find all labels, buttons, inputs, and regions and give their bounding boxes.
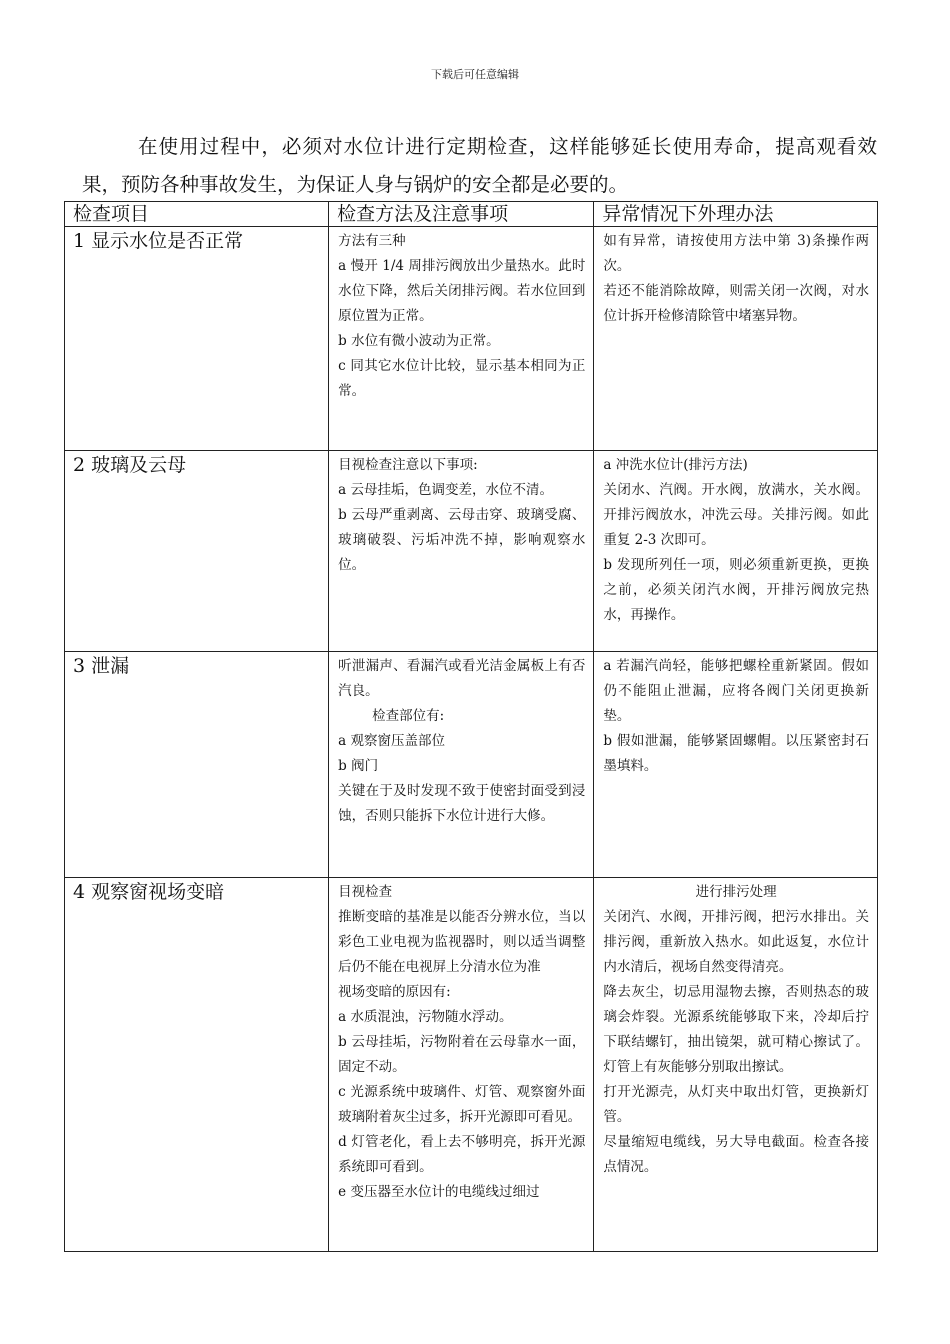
row-handling (594, 878, 878, 1252)
method-line: 关键在于及时发现不致于使密封面受到浸蚀，否则只能拆下水位计进行大修。 (338, 783, 586, 824)
method-line: b 水位有微小波动为正常。 (338, 333, 500, 349)
method-line: e 变压器至水位计的电缆线过细过 (338, 1184, 540, 1200)
row-handling (594, 652, 878, 878)
inspection-table (64, 201, 878, 1252)
table-row (65, 878, 878, 1252)
method-line: 方法有三种 (338, 233, 406, 249)
method-line: c 光源系统中玻璃件、灯管、观察窗外面玻璃附着灰尘过多，拆开光源即可看见。 (338, 1084, 586, 1125)
method-line: c 同其它水位计比较，显示基本相同为正常。 (338, 358, 586, 399)
header-note: 下载后可任意编辑 (431, 68, 519, 81)
handling-line: 若还不能消除故障，则需关闭一次阀，对水位计拆开检修清除管中堵塞异物。 (603, 283, 869, 324)
method-line: 目视检查 (338, 884, 393, 900)
method-line: b 云母严重剥离、云母击穿、玻璃受腐、玻璃破裂、污垢冲洗不掉，影响观察水位。 (338, 507, 586, 573)
handling-line: 关闭汽、水阀，开排污阀，把污水排出。关排污阀，重新放入热水。如此返复，水位计内水清后，视场自然变得清亮。 (603, 909, 869, 975)
table-row (65, 451, 878, 652)
handling-line: a 若漏汽尚轻，能够把螺栓重新紧固。假如仍不能阻止泄漏，应将各阀门关闭更换新垫。 (603, 658, 869, 724)
method-line: 听泄漏声、看漏汽或看光洁金属板上有否汽良。 (338, 658, 586, 699)
method-line: a 慢开 1/4 周排污阀放出少量热水。此时水位下降，然后关闭排污阀。若水位回到原位置为正常。 (338, 258, 586, 324)
row-method (329, 227, 594, 451)
method-line: 目视检查注意以下事项: (338, 457, 478, 473)
method-line: b 云母挂垢，污物附着在云母靠水一面，固定不动。 (338, 1034, 586, 1075)
method-line: d 灯管老化，看上去不够明亮，拆开光源系统即可看到。 (338, 1134, 586, 1175)
table-row (65, 227, 878, 451)
method-line: a 云母挂垢，色调变差，水位不清。 (338, 482, 554, 498)
row-method (329, 652, 594, 878)
row-handling (594, 451, 878, 652)
header-method: 检查方法及注意事项 (329, 202, 594, 227)
table-header-row (65, 202, 878, 227)
row-item: 4 观察窗视场变暗 (65, 878, 329, 1252)
intro-paragraph: 在使用过程中，必须对水位计进行定期检查，这样能够延长使用寿命，提高观看效果，预防各种事故发生，为保证人身与锅炉的安全都是必要的。 (82, 134, 877, 196)
header-inspection-item: 检查项目 (65, 202, 329, 227)
method-line: 视场变暗的原因有: (338, 984, 451, 1000)
method-line: 推断变暗的基准是以能否分辨水位，当以彩色工业电视为监视器时，则以适当调整后仍不能在电视屏上分清水位为准 (338, 909, 586, 975)
handling-line: 如有异常，请按使用方法中第 3)条操作两次。 (603, 233, 869, 274)
handling-line: 打开光源壳，从灯夹中取出灯管，更换新灯管。 (603, 1084, 869, 1125)
row-item: 3 泄漏 (65, 652, 329, 878)
handling-line: b 假如泄漏，能够紧固螺帽。以压紧密封石墨填料。 (603, 733, 869, 774)
row-method (329, 878, 594, 1252)
table-row (65, 652, 878, 878)
method-line: b 阀门 (338, 758, 379, 774)
handling-line: b 发现所列任一项，则必须重新更换，更换之前，必须关闭汽水阀，开排污阀放完热水，再操作。 (603, 557, 869, 623)
handling-line: 尽量缩短电缆线，另大导电截面。检查各接点情况。 (603, 1134, 869, 1175)
handling-line: a 冲洗水位计(排污方法) (603, 457, 748, 473)
handling-line: 关闭水、汽阀。开水阀，放满水，关水阀。开排污阀放水，冲洗云母。关排污阀。如此重复 2-3 次即可。 (603, 482, 869, 548)
handling-line: 进行排污处理 (695, 884, 777, 900)
handling-line: 降去灰尘，切忌用湿物去擦，否则热态的玻璃会炸裂。光源系统能够取下来，冷却后拧下联结螺钉，抽出镜架，就可精心擦试了。灯管上有灰能够分别取出擦试。 (603, 984, 869, 1075)
row-item: 1 显示水位是否正常 (65, 227, 329, 451)
row-handling (594, 227, 878, 451)
header-handling: 异常情况下外理办法 (594, 202, 878, 227)
method-line: a 观察窗压盖部位 (338, 733, 446, 749)
method-line: 检查部位有: (372, 708, 445, 724)
method-line: a 水质混浊，污物随水浮动。 (338, 1009, 513, 1025)
row-method (329, 451, 594, 652)
row-item: 2 玻璃及云母 (65, 451, 329, 652)
